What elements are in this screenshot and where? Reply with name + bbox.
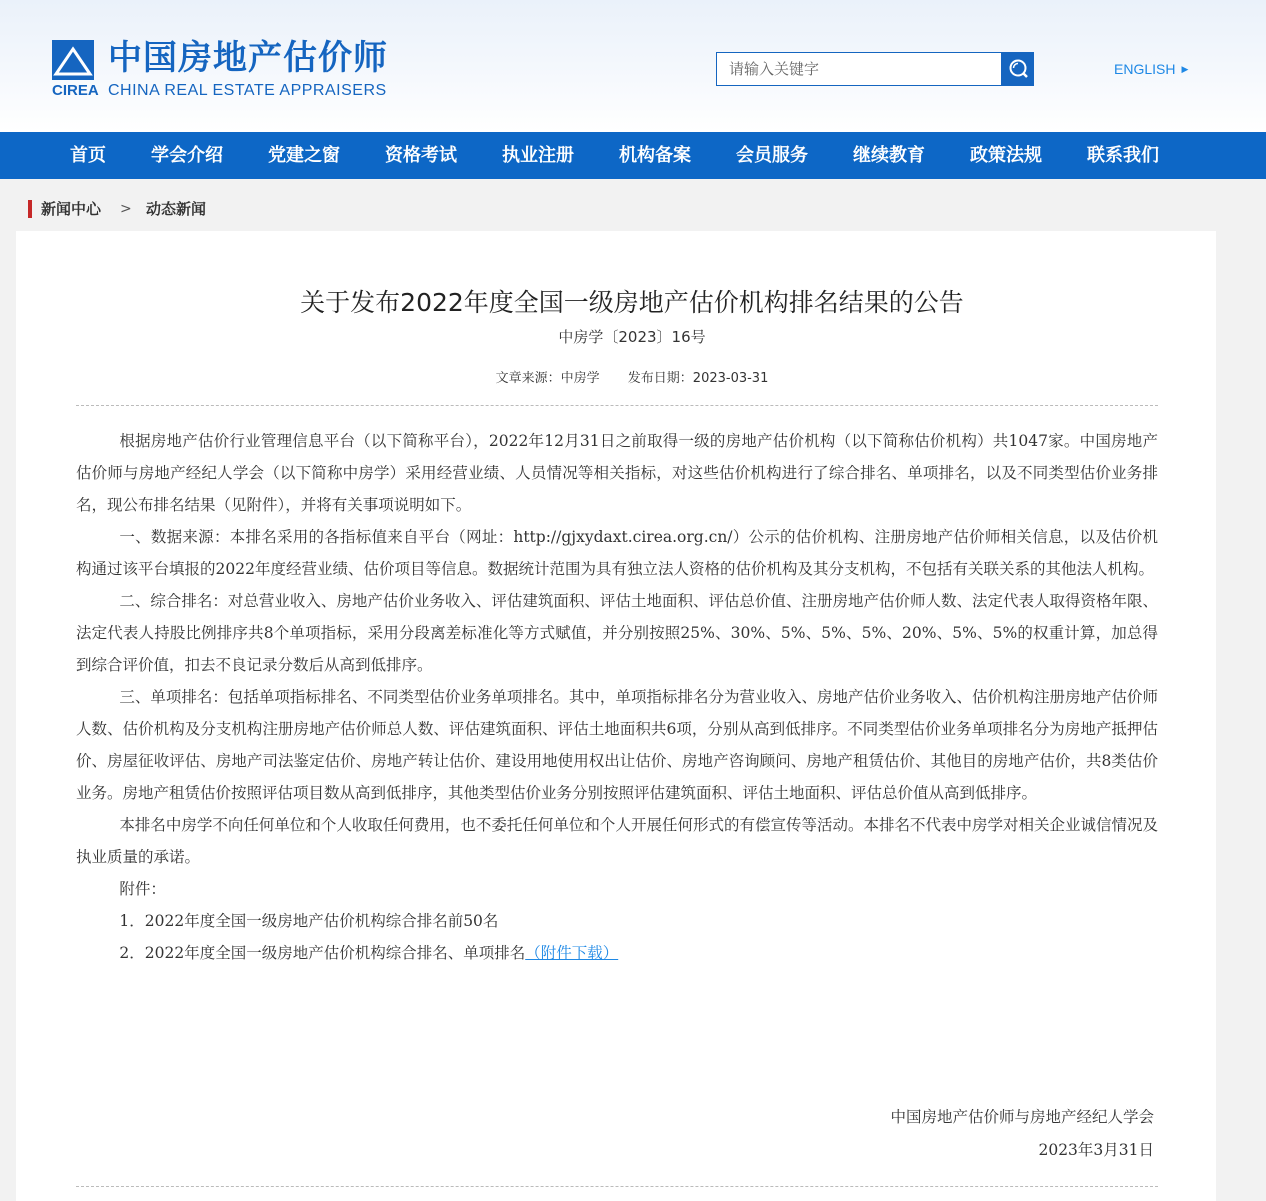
body-paragraph-intro: 根据房地产估价行业管理信息平台（以下简称平台），2022年12月31日之前取得一级的房地产估价机构（以下简称估价机构）共1047家。中国房地产估价师与房地产经纪人学会（以下简称中房学）采用经营业绩、人员情况等相关指标，对这些估价机构进行了综合排名、单项排名，以及不同类型估价业务排名，现公布排名结果（见附件），并将有关事项说明如下。 — [76, 432, 1158, 514]
body-paragraph-disclaimer: 本排名中房学不向任何单位和个人收取任何费用，也不委托任何单位和个人开展任何形式的有偿宣传等活动。本排名不代表中房学对相关企业诚信情况及执业质量的承诺。 — [76, 816, 1158, 866]
article-panel — [16, 231, 1216, 1201]
article-source: 文章来源：中房学 — [495, 371, 600, 386]
search-button[interactable] — [1001, 52, 1034, 86]
nav-item-about[interactable]: 学会介绍 — [151, 145, 223, 166]
nav-item-education[interactable]: 继续教育 — [853, 145, 925, 166]
body-paragraph-data-source: 一、数据来源：本排名采用的各指标值来自平台（网址：http://gjxydaxt.cirea.org.cn/）公示的估价机构、注册房地产估价师相关信息，以及估价机构通过该平台填报的2022年度经营业绩、估价项目等信息。数据统计范围为具有独立法人资格的估价机构及其分支机构，不包括有关联关系的其他法人机构。 — [76, 528, 1158, 578]
logo-mark-icon — [52, 40, 94, 80]
attachment-download-link[interactable]: （附件下载） — [525, 944, 619, 962]
logo-en-text: CHINA REAL ESTATE APPRAISERS — [108, 82, 387, 99]
english-link-label: ENGLISH — [1114, 61, 1176, 77]
divider-top — [76, 405, 1158, 406]
nav-item-home[interactable]: 首页 — [70, 145, 106, 166]
article-date: 发布日期：2023-03-31 — [627, 371, 769, 386]
article-title: 关于发布2022年度全国一级房地产估价机构排名结果的公告 — [300, 288, 964, 317]
logo-abbr-text: CIREA — [52, 82, 99, 99]
search-input[interactable] — [717, 53, 1001, 85]
nav-item-policy[interactable]: 政策法规 — [970, 145, 1042, 166]
breadcrumb-news[interactable]: 动态新闻 — [146, 200, 207, 218]
nav-item-member[interactable]: 会员服务 — [736, 145, 808, 166]
nav-item-exam[interactable]: 资格考试 — [385, 145, 457, 166]
attachment-item-2-text: 2．2022年度全国一级房地产估价机构综合排名、单项排名 — [119, 944, 526, 962]
site-header — [0, 0, 1266, 132]
search-icon — [1007, 58, 1029, 80]
attachment-item-1: 1．2022年度全国一级房地产估价机构综合排名前50名 — [119, 912, 499, 930]
article-doc-number: 中房学〔2023〕16号 — [558, 328, 706, 346]
logo-cn-text: 中国房地产估价师 — [108, 38, 388, 78]
nav-item-party[interactable]: 党建之窗 — [268, 145, 340, 166]
breadcrumb-news-center[interactable]: 新闻中心 — [41, 200, 102, 218]
article-meta — [16, 370, 1248, 388]
english-link[interactable] — [1114, 60, 1188, 78]
triangle-right-icon: ▶ — [1181, 64, 1189, 74]
breadcrumb-marker — [28, 200, 32, 218]
main-nav — [0, 132, 1266, 179]
sign-date: 2023年3月31日 — [1038, 1141, 1154, 1159]
sign-organization: 中国房地产估价师与房地产经纪人学会 — [890, 1108, 1154, 1126]
body-paragraph-overall: 二、综合排名：对总营业收入、房地产估价业务收入、评估建筑面积、评估土地面积、评估总价值、注册房地产估价师人数、法定代表人取得资格年限、法定代表人持股比例排序共8个单项指标，采用分段离差标准化等方式赋值，并分别按照25%、30%、5%、5%、5%、20%、5%、5%的权重计算，加总得到综合评价值，扣去不良记录分数后从高到低排序。 — [76, 592, 1158, 674]
attachment-item-2 — [76, 937, 1158, 969]
nav-item-filing[interactable]: 机构备案 — [619, 145, 691, 166]
site-logo[interactable] — [52, 38, 392, 102]
article-body — [76, 425, 1158, 969]
search-box — [716, 52, 1002, 86]
divider-bottom — [76, 1186, 1158, 1187]
body-paragraph-single: 三、单项排名：包括单项指标排名、不同类型估价业务单项排名。其中，单项指标排名分为营业收入、房地产估价业务收入、估价机构注册房地产估价师人数、估价机构及分支机构注册房地产估价师总人数、评估建筑面积、评估土地面积共6项，分别从高到低排序。不同类型估价业务单项排名分为房地产抵押估价、房屋征收评估、房地产司法鉴定估价、房地产转让估价、建设用地使用权出让估价、房地产咨询顾问、房地产租赁估价、其他目的房地产估价，共8类估价业务。房地产租赁估价按照评估项目数从高到低排序，其他类型估价业务分别按照评估建筑面积、评估土地面积、评估总价值从高到低排序。 — [76, 688, 1158, 802]
breadcrumb-separator: > — [120, 201, 132, 217]
attachment-label: 附件： — [119, 880, 166, 898]
nav-item-registration[interactable]: 执业注册 — [502, 145, 574, 166]
nav-item-contact[interactable]: 联系我们 — [1087, 145, 1159, 166]
